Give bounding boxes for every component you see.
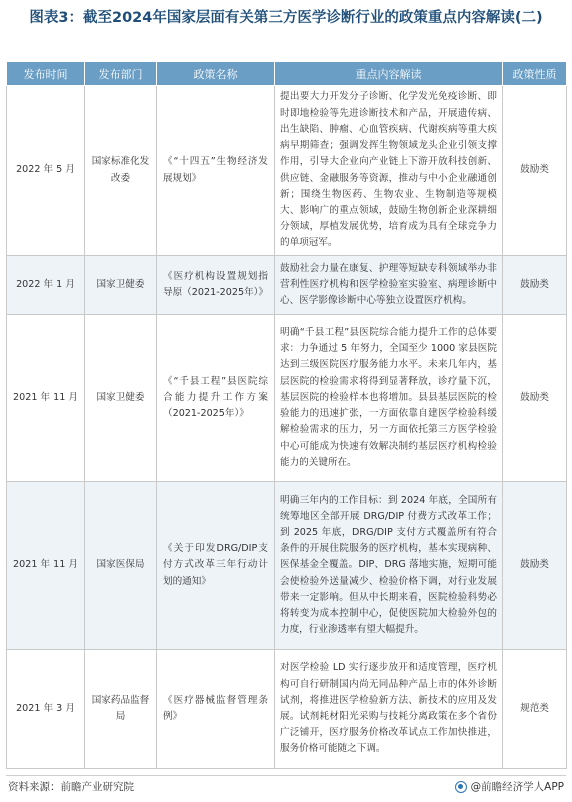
header-dept: 发布部门 <box>85 62 157 86</box>
header-content: 重点内容解读 <box>275 62 503 86</box>
cell-date: 2021 年 11 月 <box>7 482 85 650</box>
cell-content: 明确三年内的工作目标：到 2024 年底，全国所有统筹地区全部开展 DRG/DIP 付费方式改革工作；到 2025 年底，DRG/DIP 支付方式覆盖所有符合条件的开展住院服务的医疗机构，基本实现病种、医保基金全覆盖。DIP、DRG 落地实施，短期可能会使检验外送量减少、检验价格下调，对行业发展带来一定影响。但从中长期来看，医院检验科势必将转变为成本控制中心，促使医院加大检验外包的力度，行业渗透率有望大幅提升。 <box>275 482 503 650</box>
brand <box>455 779 564 794</box>
page-title: 图表3：截至2024年国家层面有关第三方医学诊断行业的政策重点内容解读(二) <box>29 10 543 26</box>
cell-policy: 《“十四五”生物经济发展规划》 <box>157 86 275 256</box>
header-policy: 政策名称 <box>157 62 275 86</box>
cell-date: 2022 年 5 月 <box>7 86 85 256</box>
cell-dept: 国家医保局 <box>85 482 157 650</box>
cell-date: 2021 年 3 月 <box>7 650 85 769</box>
table-row <box>7 315 567 482</box>
cell-dept: 国家标准化发改委 <box>85 86 157 256</box>
cell-nature: 鼓励类 <box>503 482 567 650</box>
cell-dept: 国家卫健委 <box>85 315 157 482</box>
table-row <box>7 650 567 769</box>
table-row <box>7 482 567 650</box>
brand-label: @前瞻经济学人APP <box>470 781 564 793</box>
cell-dept: 国家卫健委 <box>85 256 157 315</box>
header-date: 发布时间 <box>7 62 85 86</box>
footer <box>6 775 566 796</box>
cell-nature: 鼓励类 <box>503 256 567 315</box>
table-row <box>7 256 567 315</box>
table-header-row <box>7 62 567 86</box>
cell-policy: 《关于印发DRG/DIP支付方式改革三年行动计划的通知》 <box>157 482 275 650</box>
header-nature: 政策性质 <box>503 62 567 86</box>
cell-date: 2021 年 11 月 <box>7 315 85 482</box>
cell-policy: 《医疗机构设置规划指导原（2021-2025年）》 <box>157 256 275 315</box>
cell-dept: 国家药品监督局 <box>85 650 157 769</box>
cell-nature: 鼓励类 <box>503 86 567 256</box>
cell-policy: 《医疗器械监督管理条例》 <box>157 650 275 769</box>
cell-nature: 规范类 <box>503 650 567 769</box>
cell-date: 2022 年 1 月 <box>7 256 85 315</box>
cell-content: 对医学检验 LD 实行逐步放开和适度管理，医疗机构可自行研制国内尚无同品种产品上市的体外诊断试剂，将推进医学检验新方法、新技术的应用及发展。试剂耗材阳光采购与技耗分离政策在多个省份广泛铺开，医疗服务价格改革试点工作加快推进，服务价格可能随之下调。 <box>275 650 503 769</box>
policy-table <box>6 61 567 769</box>
qianzhan-logo-icon <box>455 781 467 793</box>
cell-content: 提出要大力开发分子诊断、化学发光免疫诊断、即时即地检验等先进诊断技术和产品，开展遗传病、出生缺陷、肿瘤、心血管疾病、代谢疾病等重大疾病早期筛查；强调发挥生物领域龙头企业引领支撑作用，引导大企业向产业链上下游开放科技创新、供应链、金融服务等资源，推动与中小企业融通创新；围绕生物医药、生物农业、生物制造等规模大、影响广的重点领域，鼓励生物创新企业深耕细分领域，厚植发展优势，培育成为具有全球竞争力的单项冠军。 <box>275 86 503 256</box>
cell-content: 明确“千县工程”县医院综合能力提升工作的总体要求：力争通过 5 年努力，全国至少 1000 家县医院达到三级医院医疗服务能力水平。未来几年内，基层医院的检验需求将得到显著释放，诊疗量下沉，基层医院的检验样本也将增加。县县基层医院的检验能力的迅速扩张，一方面依靠自建医学检验科缓解检验需求的压力，另一方面依托第三方医学检验中心可能成为快速有效解决制约基层医疗机构检验能力的关键所在。 <box>275 315 503 482</box>
table-row <box>7 86 567 256</box>
cell-policy: 《“千县工程”县医院综合能力提升工作方案（2021-2025年）》 <box>157 315 275 482</box>
cell-nature: 鼓励类 <box>503 315 567 482</box>
source-note: 资料来源：前瞻产业研究院 <box>8 781 134 793</box>
cell-content: 鼓励社会力量在康复、护理等短缺专科领域举办非营利性医疗机构和医学检验室实验室、病理诊断中心、医学影像诊断中心等独立设置医疗机构。 <box>275 256 503 315</box>
